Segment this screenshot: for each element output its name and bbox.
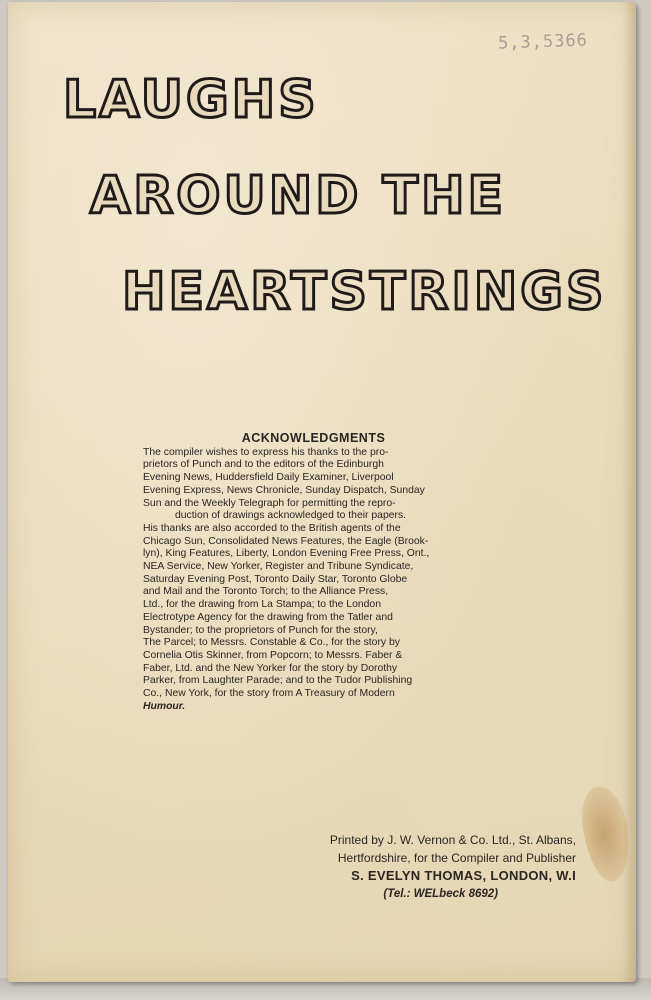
ack-line: Parker, from Laughter Parade; and to the Tudor Publishing <box>143 675 413 687</box>
imprint-line-2: Hertfordshire, for the Compiler and Publisher <box>337 851 576 865</box>
ack-line: The compiler wishes to express his thanks to the pro- <box>143 446 389 458</box>
imprint-line-1: Printed by J. W. Vernon & Co. Ltd., St. Albans, <box>329 833 576 847</box>
ack-line: Electrotype Agency for the drawing from the Tatler and <box>143 611 393 623</box>
title-line-3: HEARTSTRINGS <box>122 262 607 322</box>
ack-line: The Parcel; to Messrs. Constable & Co., for the story by <box>143 637 400 649</box>
acknowledgments-paragraph-1 <box>143 447 476 523</box>
ack-line: Faber, Ltd. and the New Yorker for the story by Dorothy <box>143 662 398 674</box>
ack-line: duction of drawings acknowledged to their papers. <box>175 510 407 522</box>
publisher-telephone: (Tel.: WELbeck 8692) <box>383 888 498 900</box>
ack-line: Evening Express, News Chronicle, Sunday Dispatch, Sunday <box>143 484 425 496</box>
ack-line: Bystander; to the proprietors of Punch for the story, <box>143 624 378 636</box>
ack-line: His thanks are also accorded to the British agents of the <box>143 522 401 534</box>
ack-line: lyn), King Features, Liberty, London Evening Free Press, Ont., <box>143 548 430 560</box>
acknowledgments-paragraph-2 <box>143 523 476 714</box>
ack-line: NEA Service, New Yorker, Register and Tribune Syndicate, <box>143 561 414 573</box>
ack-line: and Mail and the Toronto Torch; to the Alliance Press, <box>143 586 389 598</box>
ack-line: prietors of Punch and to the editors of the Edinburgh <box>143 459 384 471</box>
ack-line: Cornelia Otis Skinner, from Popcorn; to Messrs. Faber & <box>143 649 403 661</box>
publisher-name: S. EVELYN THOMAS, LONDON, W.I <box>351 868 576 883</box>
pencil-catalog-mark: 5,3,5366 <box>497 30 589 54</box>
title-line-1: LAUGHS <box>63 70 319 130</box>
ack-line: Humour. <box>143 700 186 712</box>
ack-line: Evening News, Huddersfield Daily Examiner, Liverpool <box>143 472 394 484</box>
printer-imprint <box>256 831 576 903</box>
ack-line: Chicago Sun, Consolidated News Features, the Eagle (Brook- <box>143 535 429 547</box>
ack-line: Saturday Evening Post, Toronto Daily Star, Toronto Globe <box>143 573 408 585</box>
ack-line: Co., New York, for the story from A Treasury of Modern <box>143 688 395 700</box>
acknowledgments-heading: ACKNOWLEDGMENTS <box>241 431 386 445</box>
booklet-page <box>8 2 636 982</box>
ack-line: Sun and the Weekly Telegraph for permitting the repro- <box>143 497 396 509</box>
acknowledgments-section <box>143 432 476 713</box>
ack-line: Ltd., for the drawing from La Stampa; to the London <box>143 599 381 611</box>
title-line-2: AROUND THE <box>90 166 507 226</box>
